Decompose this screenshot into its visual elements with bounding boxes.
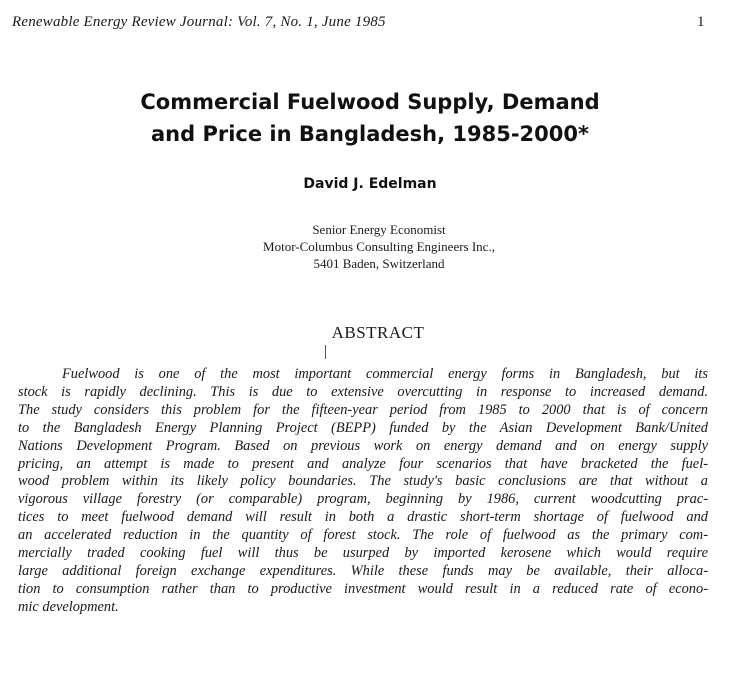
abstract-line: tices to meet fuelwood demand will result in both a drastic short-term shortage of fuelwood and — [18, 509, 708, 526]
title-line-2: and Price in Bangladesh, 1985-2000* — [150, 122, 589, 146]
abstract-heading — [0, 323, 740, 343]
abstract-line: stock is rapidly declining. This is due to extensive overcutting in response to increased demand. — [18, 383, 708, 400]
author-affiliation — [0, 221, 740, 272]
page-number: 1 — [697, 14, 705, 30]
abstract-line: large additional foreign exchange expenditures. While these funds may be available, their alloca- — [18, 562, 708, 579]
abstract-line: mic development. — [18, 598, 119, 615]
abstract-line: Nations Development Program. Based on previous work on energy demand and on energy supply — [18, 437, 708, 454]
author-position: Senior Energy Economist — [312, 222, 446, 237]
abstract-line: vigorous village forestry (or comparable) program, beginning by 1986, current woodcutting prac- — [18, 491, 708, 508]
title-line-1: Commercial Fuelwood Supply, Demand — [140, 90, 600, 114]
journal-citation: Renewable Energy Review Journal: Vol. 7, No. 1, June 1985 — [12, 14, 386, 30]
abstract-line: mercially traded cooking fuel will thus be usurped by imported kerosene which would require — [18, 545, 708, 562]
abstract-heading-text: ABSTRACT — [331, 323, 425, 342]
author-address: 5401 Baden, Switzerland — [313, 256, 445, 271]
abstract-line: tion to consumption rather than to productive investment would result in a reduced rate of econo- — [18, 580, 708, 597]
abstract-body — [18, 366, 708, 617]
abstract-line: wood problem within its likely policy boundaries. The study's basic conclusions are that without a — [18, 473, 708, 490]
abstract-line: The study considers this problem for the fifteen-year period from 1985 to 2000 that is of concern — [18, 401, 708, 418]
abstract-line: pricing, an attempt is made to present and analyze four scenarios that have bracketed the fuel- — [18, 455, 708, 472]
author-organization: Motor-Columbus Consulting Engineers Inc., — [263, 239, 495, 254]
abstract-line: an accelerated reduction in the quantity of forest stock. The role of fuelwood as the primary com- — [18, 527, 708, 544]
abstract-line: to the Bangladesh Energy Planning Project (BEPP) funded by the Asian Development Bank/United — [18, 419, 708, 436]
stray-pen-mark — [325, 345, 326, 359]
author-name: David J. Edelman — [303, 176, 437, 192]
paper-title — [0, 86, 740, 150]
abstract-line: Fuelwood is one of the most important commercial energy forms in Bangladesh, but its — [62, 366, 708, 382]
